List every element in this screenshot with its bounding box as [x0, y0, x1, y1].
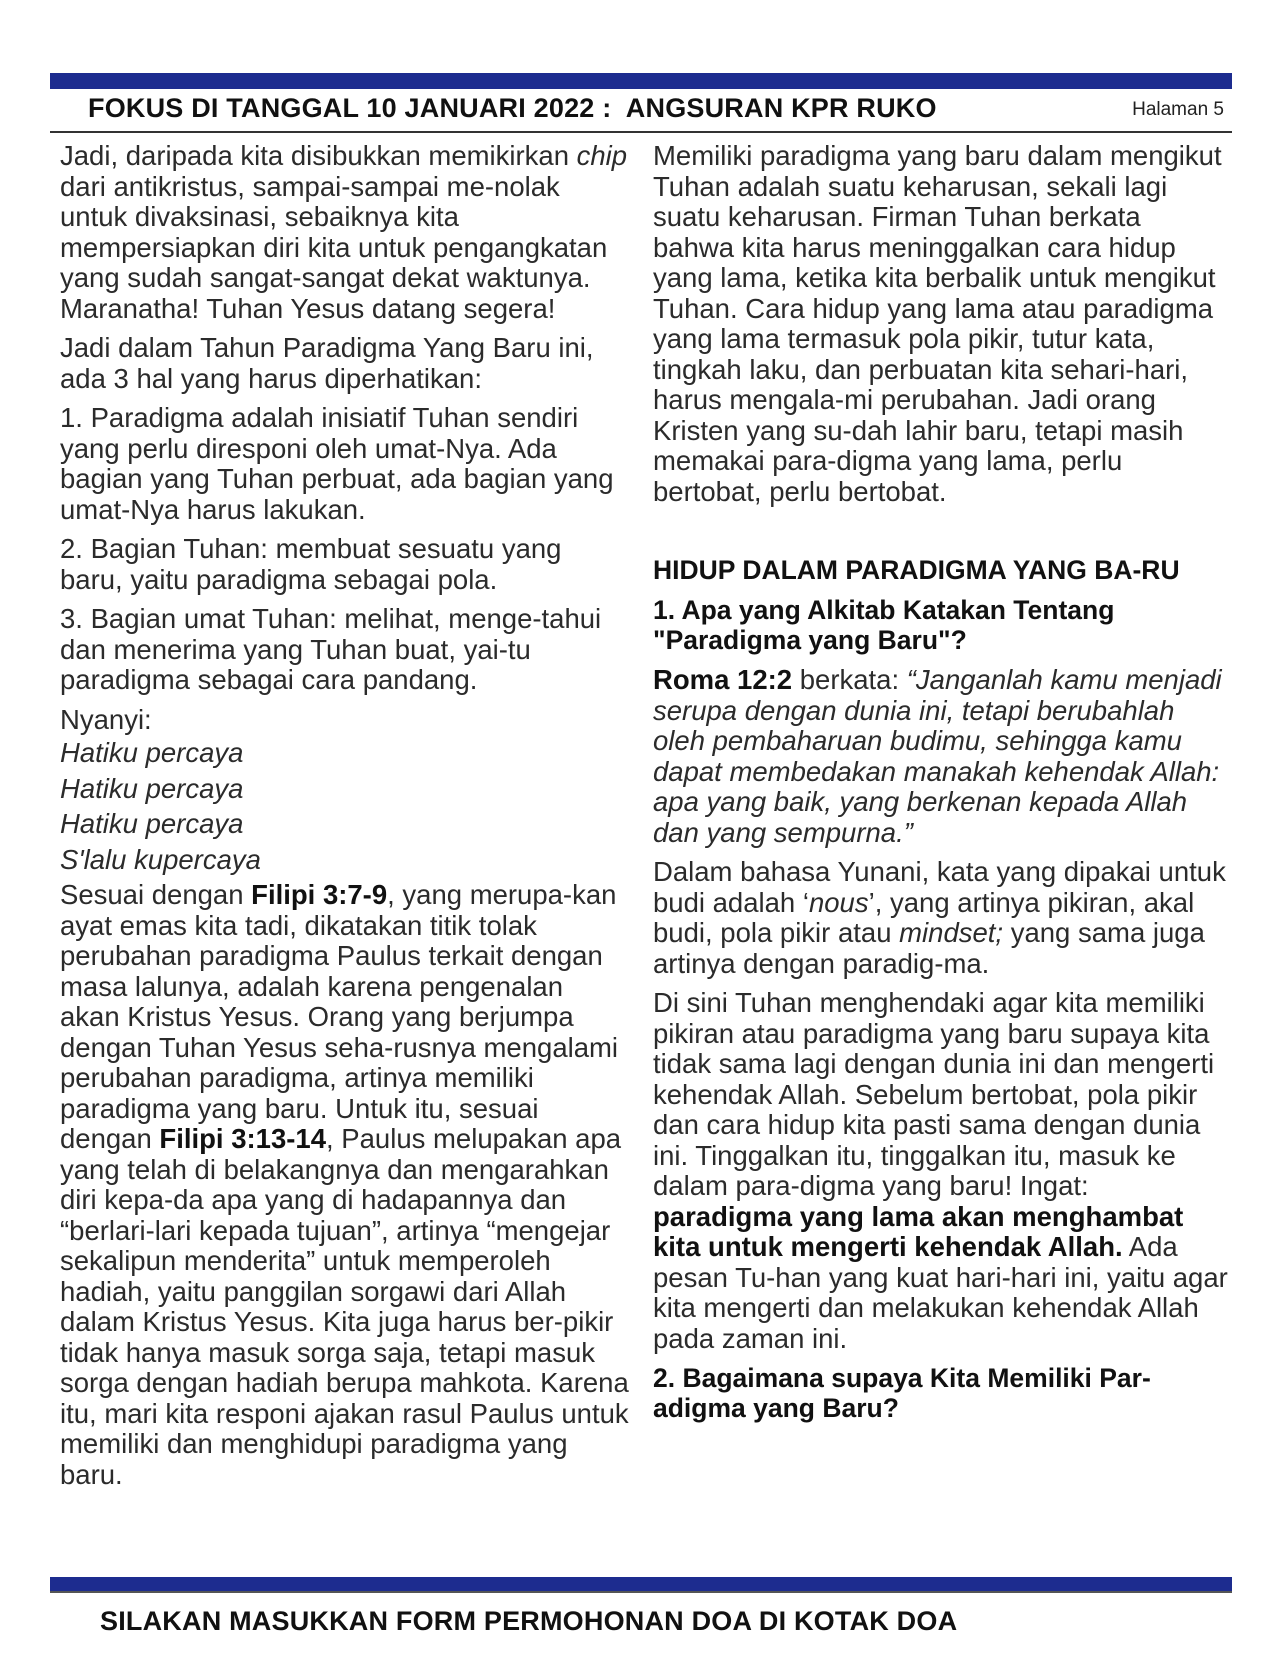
- scripture-ref: Roma 12:2: [653, 664, 793, 695]
- section-heading: HIDUP DALAM PARADIGMA YANG BA-RU: [653, 555, 1180, 585]
- list-item: 3. Bagian umat Tuhan: melihat, menge-tahui dan menerima yang Tuhan buat, yai-tu paradigma sebagai cara pandang.: [60, 603, 602, 695]
- song-label: Nyanyi:: [60, 703, 152, 735]
- song-line: Hatiku percaya: [60, 737, 244, 768]
- header-bar: [50, 73, 1232, 89]
- list-item: 2. Bagian Tuhan: membuat sesuatu yang baru, yaitu paradigma sebagai pola.: [60, 533, 562, 595]
- paragraph: Sesuai dengan Filipi 3:7-9, yang merupa-kan ayat emas kita tadi, dikatakan titik tolak perubahan paradigma Paulus terkait dengan masa lalunya, adalah karena pengenalan akan Kristus Yesus. Orang yang berjumpa dengan Tuhan Yesus seha-rusnya mengalami perubahan paradigma, artinya memiliki paradigma yang baru. Untuk itu, sesuai dengan Filipi 3:13-14, Paulus melupakan apa yang telah di belakangnya dan mengarahkan diri kepa-da apa yang di hadapannya dan “berlari-lari kepada tujuan”, artinya “mengejar sekalipun menderita” untuk memperoleh hadiah, yaitu panggilan sorgawi dari Allah dalam Kristus Yesus. Kita juga harus ber-pikir tidak hanya masuk sorga saja, tetapi masuk sorga dengan hadiah berupa mahkota. Karena itu, mari kita responi ajakan rasul Paulus untuk memiliki dan menghidupi paradigma yang baru.: [60, 879, 629, 1490]
- sub-heading: 1. Apa yang Alkitab Katakan Tentang "Paradigma yang Baru"?: [653, 595, 1115, 655]
- paragraph: Memiliki paradigma yang baru dalam mengikut Tuhan adalah suatu keharusan, sekali lagi suatu keharusan. Firman Tuhan berkata bahwa kita harus meninggalkan cara hidup yang lama, ketika kita berbalik untuk mengikut Tuhan. Cara hidup yang lama atau paradigma yang lama termasuk pola pikir, tutur kata, tingkah laku, dan perbuatan kita sehari-hari, harus mengala-mi perubahan. Jadi orang Kristen yang su-dah lahir baru, tetapi masih memakai para-digma yang lama, perlu bertobat, perlu bertobat.: [653, 140, 1222, 507]
- emphasis: paradigma yang lama akan menghambat kita untuk mengerti kehendak Allah.: [653, 1200, 1184, 1262]
- page-header: [50, 89, 1232, 133]
- song-line: Hatiku percaya: [60, 808, 244, 839]
- paragraph: Jadi dalam Tahun Paradigma Yang Baru ini, ada 3 hal yang harus diperhatikan:: [60, 332, 594, 394]
- italic-term: nous: [808, 886, 869, 918]
- scripture-quote: “Janganlah kamu menjadi serupa dengan dunia ini, tetapi berubahlah oleh pembaharuan budimu, sehingga kamu dapat membedakan manakah kehendak Allah: apa yang baik, yang berkenan kepada Allah dan yang sempurna.”: [653, 664, 1222, 848]
- list-item: 1. Paradigma adalah inisiatif Tuhan sendiri yang perlu diresponi oleh umat-Nya. Ada bagian yang Tuhan perbuat, ada bagian yang umat-Nya harus lakukan.: [60, 402, 614, 525]
- scripture-ref: Filipi 3:7-9: [251, 879, 388, 910]
- italic-term: chip: [576, 140, 628, 171]
- scripture-ref: Filipi 3:13-14: [159, 1123, 326, 1154]
- paragraph: Dalam bahasa Yunani, kata yang dipakai untuk budi adalah ‘nous’, yang artinya pikiran, akal budi, pola pikir atau mindset; yang sama juga artinya dengan paradig-ma.: [653, 856, 1226, 979]
- footer-divider: [50, 1591, 1232, 1593]
- sub-heading: 2. Bagaimana supaya Kita Memiliki Par-adigma yang Baru?: [653, 1363, 1151, 1423]
- song-line: S'lalu kupercaya: [60, 843, 261, 875]
- footer-bar: [50, 1577, 1232, 1591]
- footer-notice: SILAKAN MASUKKAN FORM PERMOHONAN DOA DI KOTAK DOA: [100, 1606, 958, 1636]
- scripture-paragraph: Roma 12:2 berkata: “Janganlah kamu menjadi serupa dengan dunia ini, tetapi berubahlah oleh pembaharuan budimu, sehingga kamu dapat membedakan manakah kehendak Allah: apa yang baik, yang berkenan kepada Allah dan yang sempurna.”: [653, 664, 1222, 848]
- paragraph: Di sini Tuhan menghendaki agar kita memiliki pikiran atau paradigma yang baru supaya kita tidak sama lagi dengan dunia ini dan mengerti kehendak Allah. Sebelum bertobat, pola pikir dan cara hidup kita pasti sama dengan dunia ini. Tinggalkan itu, tinggalkan itu, masuk ke dalam para-digma yang baru! Ingat: paradigma yang lama akan menghambat kita untuk mengerti kehendak Allah. Ada pesan Tu-han yang kuat hari-hari ini, yaitu agar kita mengerti dan melakukan kehendak Allah pada zaman ini.: [653, 987, 1228, 1354]
- right-column: [653, 141, 1228, 1433]
- paragraph: Jadi, daripada kita disibukkan memikirkan chip dari antikristus, sampai-sampai me-nolak untuk divaksinasi, sebaiknya kita mempersiapkan diri kita untuk pengangkatan yang sudah sangat-sangat dekat waktunya. Maranatha! Tuhan Yesus datang segera!: [60, 140, 628, 324]
- header-title: FOKUS DI TANGGAL 10 JANUARI 2022 : ANGSURAN KPR RUKO: [88, 93, 937, 123]
- song-line: Hatiku percaya: [60, 772, 244, 804]
- page-number: Halaman 5: [1132, 99, 1224, 120]
- left-column: [60, 141, 630, 1499]
- italic-term: mindset;: [899, 917, 1004, 948]
